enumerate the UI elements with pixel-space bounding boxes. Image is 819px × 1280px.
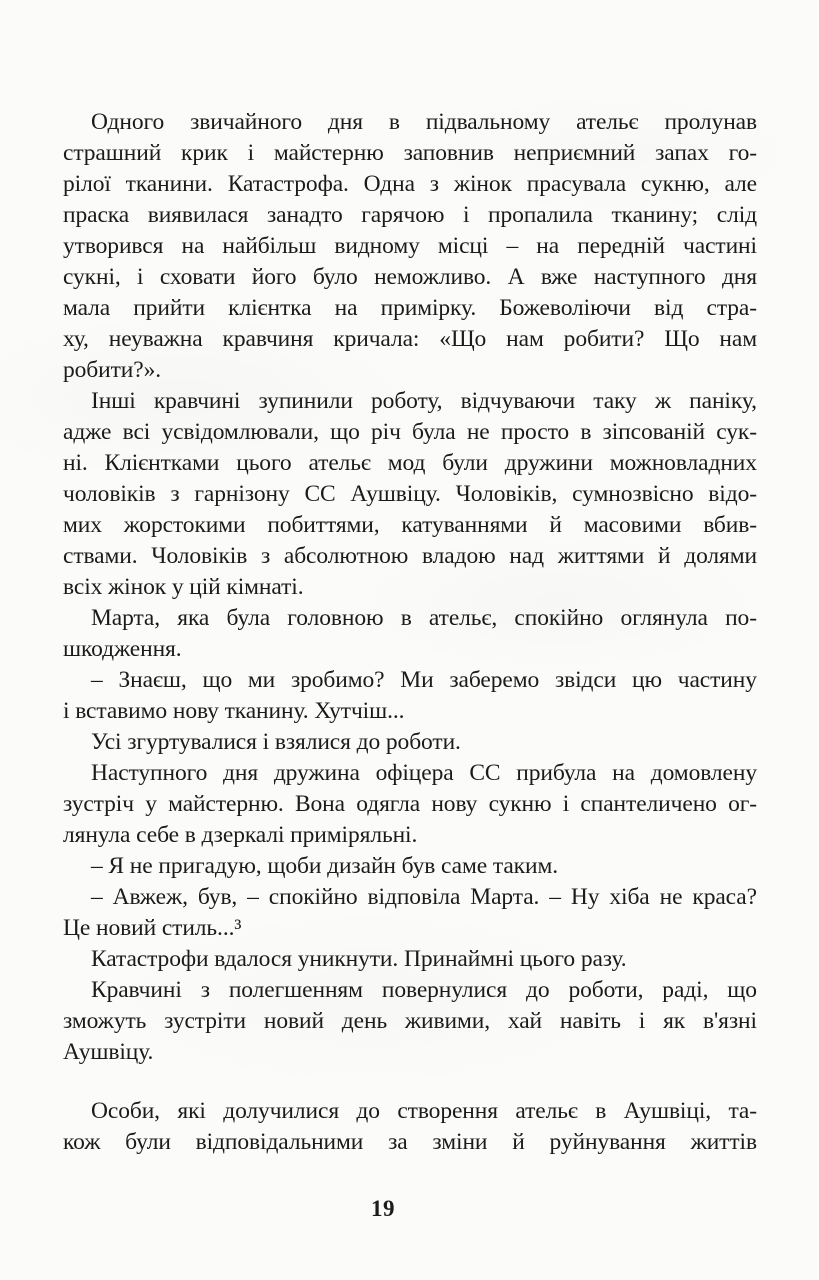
text-line: – Знаєш, що ми зробимо? Ми заберемо звідси цю частину: [91, 667, 757, 693]
text-line: Кравчині з полегшенням повернулися до роботи, раді, що: [91, 977, 757, 1003]
paragraph: [63, 727, 757, 758]
text-line: робити?».: [63, 357, 162, 383]
text-line: Марта, яка була головною в ательє, спокійно оглянула по-: [91, 605, 757, 631]
text-line: ствами. Чоловіків з абсолютною владою над життями й долями: [63, 543, 757, 569]
text-line: ху, неуважна кравчиня кричала: «Що нам робити? Що нам: [63, 326, 757, 352]
text-line: Це новий стиль...³: [63, 915, 242, 941]
paragraph: [63, 665, 757, 727]
paragraph: [63, 882, 757, 944]
text-line: зустріч у майстерню. Вона одягла нову сукню і спантеличено ог-: [63, 791, 757, 817]
paragraph: [63, 603, 757, 665]
paragraph: [63, 107, 757, 386]
text-line: ні. Клієнтками цього ательє мод були дружини можновладних: [63, 450, 757, 476]
text-line: лянула себе в дзеркалі приміряльні.: [63, 822, 418, 848]
paragraph: [63, 386, 757, 603]
paragraph: [63, 851, 757, 882]
body-text: [63, 107, 757, 1158]
text-line: Катастрофи вдалося уникнути. Принаймні цього разу.: [91, 946, 627, 972]
text-line: праска виявилася занадто гарячою і пропалила тканину; слід: [63, 202, 757, 228]
text-line: зможуть зустріти новий день живими, хай навіть і як в'язні: [63, 1008, 757, 1034]
paragraph: [63, 944, 757, 975]
paragraph: [63, 975, 757, 1068]
text-line: Аушвіцу.: [63, 1039, 154, 1065]
text-line: адже всі усвідомлювали, що річ була не просто в зіпсованій сук-: [63, 419, 757, 445]
text-line: кож були відповідальними за зміни й руйнування життів: [63, 1129, 757, 1155]
text-line: рілої тканини. Катастрофа. Одна з жінок прасувала сукню, але: [63, 171, 757, 197]
text-line: Усі згуртувалися і взялися до роботи.: [91, 729, 461, 755]
text-line: мих жорстокими побиттями, катуваннями й масовими вбив-: [63, 512, 757, 538]
text-line: мала прийти клієнтка на примірку. Божеволіючи від стра-: [63, 295, 757, 321]
paragraph: [63, 758, 757, 851]
text-line: утворився на найбільш видному місці – на передній частині: [63, 233, 757, 259]
text-line: сукні, і сховати його було неможливо. А вже наступного дня: [63, 264, 757, 290]
text-line: – Я не пригадую, щоби дизайн був саме таким.: [91, 853, 559, 879]
text-line: чоловіків з гарнізону СС Аушвіцу. Чоловіків, сумнозвісно відо-: [63, 481, 757, 507]
page-number: 19: [371, 1196, 395, 1221]
text-line: Одного звичайного дня в підвальному ательє пролунав: [91, 109, 757, 135]
text-line: страшний крик і майстерню заповнив неприємний запах го-: [63, 140, 757, 166]
text-line: і вставимо нову тканину. Хутчіш...: [63, 698, 405, 724]
paragraph: [63, 1096, 757, 1158]
text-line: Інші кравчині зупинили роботу, відчуваючи таку ж паніку,: [91, 388, 757, 414]
text-line: всіх жінок у цій кімнаті.: [63, 574, 304, 600]
text-line: Наступного дня дружина офіцера СС прибула на домовлену: [91, 760, 757, 786]
text-line: шкодження.: [63, 636, 182, 662]
text-line: – Авжеж, був, – спокійно відповіла Марта. – Ну хіба не краса?: [91, 884, 757, 910]
text-line: Особи, які долучилися до створення ательє в Аушвіці, та-: [91, 1098, 757, 1124]
